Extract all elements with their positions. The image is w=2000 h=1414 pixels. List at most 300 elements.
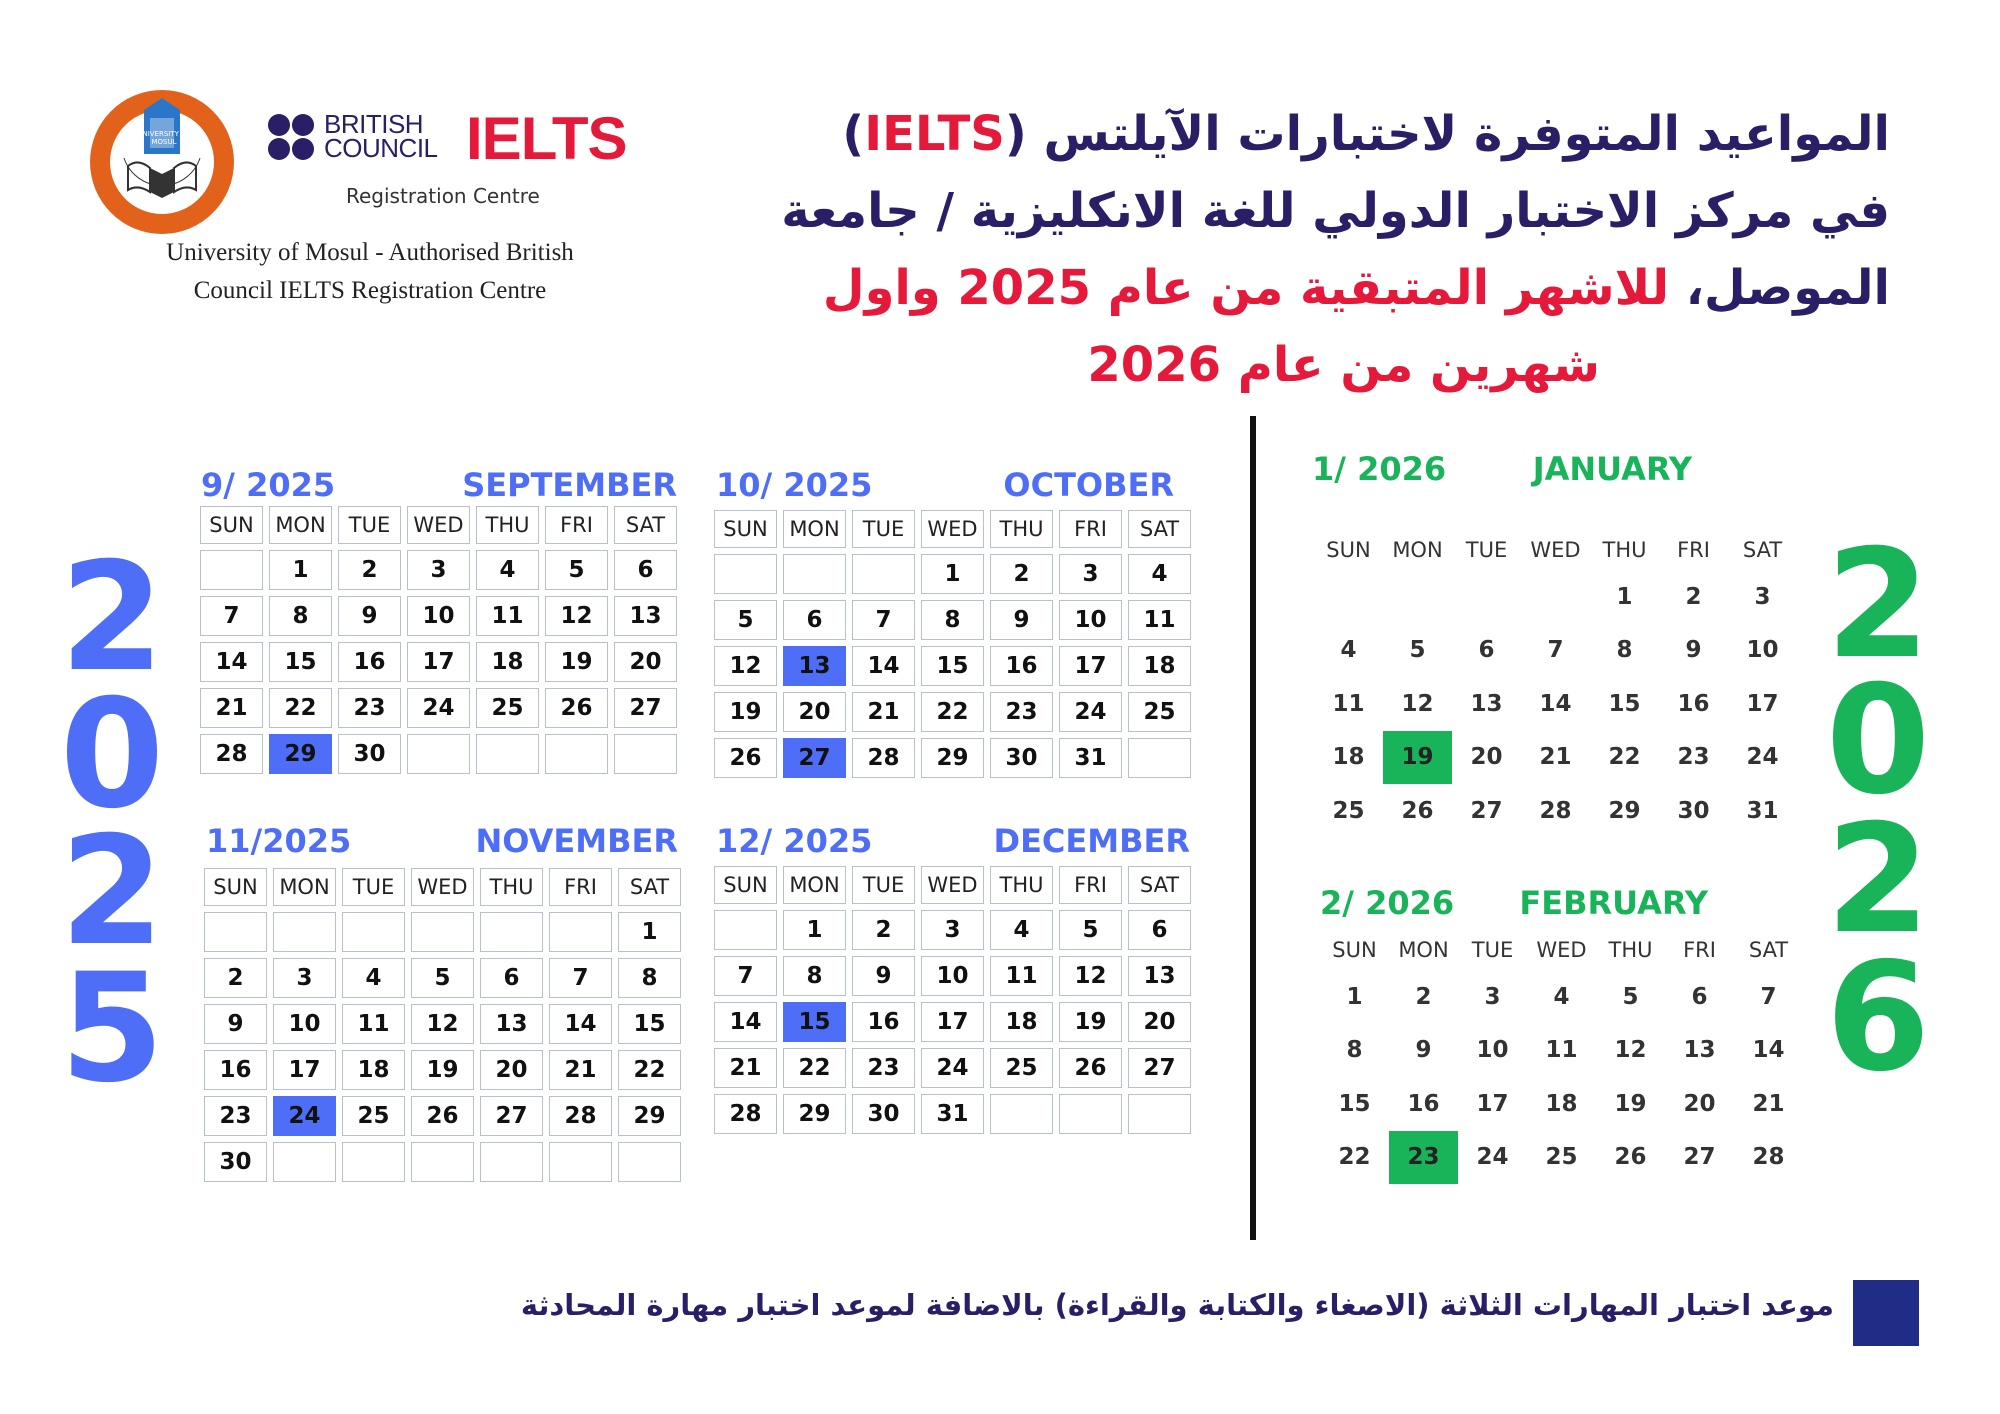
day-cell: 2 — [1685, 583, 1702, 610]
day-cell: 19 — [714, 692, 777, 732]
month-name: OCTOBER — [1003, 466, 1174, 504]
weekday-header: THU — [1602, 538, 1647, 562]
year-2025-digit-2: 0 — [59, 668, 165, 842]
day-cell: 10 — [407, 596, 470, 636]
day-cell: 16 — [204, 1050, 267, 1090]
day-cell: 19 — [1059, 1002, 1122, 1042]
day-cell: 12 — [545, 596, 608, 636]
day-cell: 20 — [480, 1050, 543, 1090]
day-cell: 27 — [1128, 1048, 1191, 1088]
year-2025-digit-1: 2 — [59, 531, 165, 705]
seal-text: UNIVERSITY OF MOSUL — [137, 130, 191, 146]
empty-day-cell — [1059, 1094, 1122, 1134]
day-cell: 7 — [1760, 983, 1777, 1010]
day-cell: 4 — [476, 550, 539, 590]
day-cell: 23 — [1677, 744, 1710, 771]
day-cell: 27 — [1470, 797, 1503, 824]
day-cell: 3 — [1059, 554, 1122, 594]
day-cell: 21 — [1752, 1090, 1785, 1117]
day-cell: 15 — [269, 642, 332, 682]
day-cell: 20 — [783, 692, 846, 732]
weekday-header: THU — [990, 510, 1053, 548]
day-cell: 5 — [714, 600, 777, 640]
weekday-header: WED — [1536, 938, 1587, 962]
month-header-february — [1320, 884, 1708, 924]
weekday-header: SAT — [1748, 938, 1789, 962]
day-cell: 5 — [411, 958, 474, 998]
bc-line-2: COUNCIL — [324, 133, 438, 163]
day-cell: 14 — [852, 646, 915, 686]
month-number: 1/ 2026 — [1312, 450, 1447, 488]
day-cell: 23 — [338, 688, 401, 728]
day-cell: 11 — [476, 596, 539, 636]
day-cell: 6 — [1478, 637, 1495, 664]
university-seal-logo — [88, 88, 236, 236]
day-cell: 24 — [921, 1048, 984, 1088]
weekday-header: THU — [480, 868, 543, 906]
day-cell: 18 — [1128, 646, 1191, 686]
day-cell: 2 — [204, 958, 267, 998]
day-cell: 4 — [1128, 554, 1191, 594]
day-cell: 24 — [1746, 744, 1779, 771]
weekday-header: THU — [476, 506, 539, 544]
day-cell: 27 — [480, 1096, 543, 1136]
empty-day-cell — [1128, 1094, 1191, 1134]
day-cell: 9 — [338, 596, 401, 636]
exam-date-cell: 19 — [1383, 731, 1452, 785]
month-name: FEBRUARY — [1519, 884, 1708, 922]
day-cell: 24 — [1476, 1144, 1509, 1171]
weekday-header: WED — [411, 868, 474, 906]
day-cell: 10 — [1059, 600, 1122, 640]
day-cell: 1 — [1346, 983, 1363, 1010]
day-cell: 26 — [1614, 1144, 1647, 1171]
day-cell: 11 — [990, 956, 1053, 996]
day-cell: 8 — [1346, 1037, 1363, 1064]
weekday-header: TUE — [852, 510, 915, 548]
day-cell: 17 — [273, 1050, 336, 1090]
weekday-header: MON — [1398, 938, 1449, 962]
day-cell: 29 — [1608, 797, 1641, 824]
day-cell: 11 — [342, 1004, 405, 1044]
day-cell: 22 — [618, 1050, 681, 1090]
month-number: 2/ 2026 — [1320, 884, 1455, 922]
day-cell: 6 — [614, 550, 677, 590]
day-cell: 22 — [783, 1048, 846, 1088]
day-cell: 9 — [1685, 637, 1702, 664]
day-cell: 30 — [1677, 797, 1710, 824]
day-cell: 3 — [921, 910, 984, 950]
weekday-header: THU — [1608, 938, 1653, 962]
day-cell: 20 — [1683, 1090, 1716, 1117]
day-cell: 6 — [1128, 910, 1191, 950]
weekday-header: SUN — [200, 506, 263, 544]
day-cell: 28 — [200, 734, 263, 774]
empty-day-cell — [1314, 570, 1383, 624]
day-cell: 1 — [618, 912, 681, 952]
day-cell: 30 — [338, 734, 401, 774]
weekday-header: MON — [269, 506, 332, 544]
day-cell: 17 — [1059, 646, 1122, 686]
empty-day-cell — [990, 1094, 1053, 1134]
empty-day-cell — [273, 912, 336, 952]
day-cell: 14 — [200, 642, 263, 682]
day-cell: 7 — [200, 596, 263, 636]
day-cell: 22 — [1338, 1144, 1371, 1171]
weekday-header: MON — [783, 510, 846, 548]
empty-day-cell — [618, 1142, 681, 1182]
day-cell: 4 — [1340, 637, 1357, 664]
exam-date-cell: 24 — [273, 1096, 336, 1136]
day-cell: 8 — [921, 600, 984, 640]
empty-day-cell — [714, 910, 777, 950]
empty-day-cell — [1383, 570, 1452, 624]
day-cell: 14 — [714, 1002, 777, 1042]
day-cell: 16 — [990, 646, 1053, 686]
day-cell: 24 — [1059, 692, 1122, 732]
day-cell: 25 — [990, 1048, 1053, 1088]
weekday-header: FRI — [1059, 866, 1122, 904]
day-cell: 21 — [714, 1048, 777, 1088]
day-cell: 7 — [1547, 637, 1564, 664]
day-cell: 23 — [852, 1048, 915, 1088]
day-cell: 24 — [407, 688, 470, 728]
day-cell: 13 — [1128, 956, 1191, 996]
weekday-header: SUN — [204, 868, 267, 906]
weekday-header: FRI — [1677, 538, 1710, 562]
weekday-header: FRI — [549, 868, 612, 906]
page-title — [700, 96, 1890, 404]
empty-day-cell — [545, 734, 608, 774]
day-cell: 19 — [1614, 1090, 1647, 1117]
day-cell: 11 — [1128, 600, 1191, 640]
day-cell: 14 — [1539, 690, 1572, 717]
weekday-header: WED — [921, 866, 984, 904]
day-cell: 23 — [990, 692, 1053, 732]
day-cell: 2 — [1415, 983, 1432, 1010]
day-cell: 26 — [545, 688, 608, 728]
day-cell: 30 — [204, 1142, 267, 1182]
month-name: SEPTEMBER — [462, 466, 677, 504]
day-cell: 2 — [990, 554, 1053, 594]
empty-day-cell — [407, 734, 470, 774]
day-cell: 16 — [852, 1002, 915, 1042]
british-council-wordmark — [324, 109, 438, 163]
weekday-header: THU — [990, 866, 1053, 904]
year-2026-digit-2: 0 — [1825, 654, 1931, 828]
day-cell: 26 — [1059, 1048, 1122, 1088]
day-cell: 17 — [407, 642, 470, 682]
day-cell: 6 — [783, 600, 846, 640]
day-cell: 29 — [921, 738, 984, 778]
day-cell: 5 — [1622, 983, 1639, 1010]
day-cell: 28 — [549, 1096, 612, 1136]
year-2026-digit-4: 6 — [1825, 931, 1931, 1105]
day-cell: 3 — [1484, 983, 1501, 1010]
day-cell: 3 — [1754, 583, 1771, 610]
month-number: 11/2025 — [206, 822, 352, 860]
weekday-header: WED — [407, 506, 470, 544]
day-cell: 9 — [1415, 1037, 1432, 1064]
day-cell: 29 — [618, 1096, 681, 1136]
day-cell: 7 — [714, 956, 777, 996]
legend-text: موعد اختبار المهارات الثلاثة (الاصغاء والكتابة والقراءة) بالاضافة لموعد اختبار مهارة المحادثة — [520, 1288, 1834, 1322]
day-cell: 6 — [480, 958, 543, 998]
day-cell: 30 — [990, 738, 1053, 778]
day-cell: 22 — [921, 692, 984, 732]
day-cell: 27 — [614, 688, 677, 728]
day-cell: 28 — [1752, 1144, 1785, 1171]
weekday-header: SUN — [714, 510, 777, 548]
empty-day-cell — [614, 734, 677, 774]
empty-day-cell — [714, 554, 777, 594]
calendar-december-2025 — [714, 866, 1191, 1134]
day-cell: 18 — [990, 1002, 1053, 1042]
day-cell: 2 — [338, 550, 401, 590]
day-cell: 7 — [852, 600, 915, 640]
day-cell: 12 — [1614, 1037, 1647, 1064]
day-cell: 1 — [921, 554, 984, 594]
empty-day-cell — [476, 734, 539, 774]
day-cell: 11 — [1332, 690, 1365, 717]
day-cell: 10 — [1476, 1037, 1509, 1064]
empty-day-cell — [852, 554, 915, 594]
day-cell: 31 — [921, 1094, 984, 1134]
day-cell: 21 — [1539, 744, 1572, 771]
caption-line-2: Council IELTS Registration Centre — [193, 277, 547, 304]
day-cell: 20 — [614, 642, 677, 682]
day-cell: 22 — [1608, 744, 1641, 771]
registration-centre-label: Registration Centre — [346, 184, 540, 208]
calendar-january-2026 — [1314, 530, 1797, 838]
day-cell: 21 — [852, 692, 915, 732]
day-cell: 9 — [204, 1004, 267, 1044]
day-cell: 11 — [1545, 1037, 1578, 1064]
day-cell: 28 — [714, 1094, 777, 1134]
day-cell: 15 — [1338, 1090, 1371, 1117]
bc-line-1: BRITISH — [324, 109, 424, 139]
empty-day-cell — [1128, 738, 1191, 778]
day-cell: 22 — [269, 688, 332, 728]
day-cell: 12 — [411, 1004, 474, 1044]
month-name: NOVEMBER — [475, 822, 678, 860]
weekday-header: SAT — [618, 868, 681, 906]
day-cell: 30 — [852, 1094, 915, 1134]
empty-day-cell — [549, 1142, 612, 1182]
day-cell: 18 — [1332, 744, 1365, 771]
day-cell: 3 — [407, 550, 470, 590]
month-header-december — [716, 822, 1190, 862]
day-cell: 1 — [1616, 583, 1633, 610]
day-cell: 21 — [200, 688, 263, 728]
day-cell: 25 — [342, 1096, 405, 1136]
year-2025-digit-3: 2 — [59, 805, 165, 979]
day-cell: 25 — [1545, 1144, 1578, 1171]
day-cell: 18 — [1545, 1090, 1578, 1117]
caption-line-1: University of Mosul - Authorised British — [166, 239, 574, 266]
day-cell: 12 — [1401, 690, 1434, 717]
day-cell: 13 — [1683, 1037, 1716, 1064]
day-cell: 9 — [852, 956, 915, 996]
day-cell: 28 — [852, 738, 915, 778]
month-header-november — [206, 822, 678, 862]
day-cell: 27 — [1683, 1144, 1716, 1171]
day-cell: 14 — [1752, 1037, 1785, 1064]
empty-day-cell — [549, 912, 612, 952]
title-line-2: في مركز الاختبار الدولي للغة الانكليزية / جامعة — [781, 183, 1890, 239]
title-line-4: شهرين من عام 2026 — [1087, 337, 1600, 393]
ielts-logo: IELTS — [466, 105, 627, 172]
day-cell: 17 — [1476, 1090, 1509, 1117]
year-2026-digit-3: 2 — [1825, 793, 1931, 967]
day-cell: 31 — [1746, 797, 1779, 824]
day-cell: 1 — [783, 910, 846, 950]
empty-day-cell — [1452, 570, 1521, 624]
month-header-january — [1312, 450, 1692, 490]
weekday-header: TUE — [852, 866, 915, 904]
empty-day-cell — [480, 912, 543, 952]
month-name: DECEMBER — [993, 822, 1190, 860]
day-cell: 23 — [204, 1096, 267, 1136]
year-2025-digit-4: 5 — [59, 942, 165, 1116]
day-cell: 9 — [990, 600, 1053, 640]
month-number: 12/ 2025 — [716, 822, 873, 860]
day-cell: 17 — [921, 1002, 984, 1042]
day-cell: 10 — [273, 1004, 336, 1044]
month-number: 9/ 2025 — [201, 466, 336, 504]
title-line-3 — [700, 250, 1890, 327]
day-cell: 18 — [476, 642, 539, 682]
exam-date-cell: 29 — [269, 734, 332, 774]
weekday-header: SUN — [714, 866, 777, 904]
day-cell: 16 — [1407, 1090, 1440, 1117]
day-cell: 18 — [342, 1050, 405, 1090]
day-cell: 13 — [614, 596, 677, 636]
day-cell: 31 — [1059, 738, 1122, 778]
day-cell: 10 — [921, 956, 984, 996]
day-cell: 14 — [549, 1004, 612, 1044]
day-cell: 15 — [1608, 690, 1641, 717]
calendar-september-2025 — [200, 506, 677, 774]
day-cell: 17 — [1746, 690, 1779, 717]
exam-date-cell: 23 — [1389, 1131, 1458, 1185]
month-header-october — [716, 466, 1174, 506]
weekday-header: SAT — [1128, 866, 1191, 904]
exam-date-cell: 27 — [783, 738, 846, 778]
day-cell: 1 — [269, 550, 332, 590]
weekday-header: SAT — [1128, 510, 1191, 548]
weekday-header: TUE — [1465, 538, 1508, 562]
month-number: 10/ 2025 — [716, 466, 873, 504]
weekday-header: MON — [1392, 538, 1443, 562]
empty-day-cell — [1521, 570, 1590, 624]
empty-day-cell — [783, 554, 846, 594]
weekday-header: TUE — [1471, 938, 1514, 962]
day-cell: 16 — [1677, 690, 1710, 717]
legend-color-swatch — [1853, 1280, 1919, 1346]
title-line-1-c: ) — [842, 106, 865, 162]
day-cell: 4 — [1553, 983, 1570, 1010]
day-cell: 15 — [921, 646, 984, 686]
day-cell: 8 — [783, 956, 846, 996]
empty-day-cell — [342, 1142, 405, 1182]
empty-day-cell — [204, 912, 267, 952]
month-header-september — [201, 466, 677, 506]
empty-day-cell — [342, 912, 405, 952]
empty-day-cell — [480, 1142, 543, 1182]
day-cell: 7 — [549, 958, 612, 998]
day-cell: 20 — [1128, 1002, 1191, 1042]
weekday-header: TUE — [342, 868, 405, 906]
weekday-header: SAT — [614, 506, 677, 544]
weekday-header: TUE — [338, 506, 401, 544]
weekday-header: FRI — [545, 506, 608, 544]
calendar-october-2025 — [714, 510, 1191, 778]
day-cell: 28 — [1539, 797, 1572, 824]
day-cell: 26 — [1401, 797, 1434, 824]
day-cell: 6 — [1691, 983, 1708, 1010]
british-council-logo — [268, 109, 448, 164]
day-cell: 13 — [1470, 690, 1503, 717]
empty-day-cell — [200, 550, 263, 590]
day-cell: 12 — [714, 646, 777, 686]
weekday-header: SUN — [1326, 538, 1371, 562]
month-name: JANUARY — [1532, 450, 1692, 488]
day-cell: 4 — [342, 958, 405, 998]
calendar-february-2026 — [1320, 930, 1803, 1184]
day-cell: 26 — [714, 738, 777, 778]
day-cell: 25 — [1128, 692, 1191, 732]
day-cell: 15 — [618, 1004, 681, 1044]
weekday-header: SAT — [1742, 538, 1783, 562]
calendar-november-2025 — [204, 868, 681, 1182]
day-cell: 4 — [990, 910, 1053, 950]
weekday-header: WED — [1530, 538, 1581, 562]
british-council-dots-icon — [268, 114, 316, 162]
day-cell: 16 — [338, 642, 401, 682]
day-cell: 8 — [618, 958, 681, 998]
exam-date-cell: 13 — [783, 646, 846, 686]
day-cell: 25 — [476, 688, 539, 728]
day-cell: 29 — [783, 1094, 846, 1134]
year-2026-digit-1: 2 — [1825, 518, 1931, 692]
title-line-1-a: المواعيد المتوفرة لاختبارات الآيلتس ( — [1004, 106, 1890, 162]
day-cell: 25 — [1332, 797, 1365, 824]
empty-day-cell — [273, 1142, 336, 1182]
exam-date-cell: 15 — [783, 1002, 846, 1042]
weekday-header: MON — [273, 868, 336, 906]
weekday-header: MON — [783, 866, 846, 904]
title-ielts: IELTS — [864, 106, 1005, 162]
day-cell: 8 — [1616, 637, 1633, 664]
university-caption — [110, 234, 630, 310]
day-cell: 3 — [273, 958, 336, 998]
empty-day-cell — [411, 1142, 474, 1182]
day-cell: 13 — [480, 1004, 543, 1044]
weekday-header: SUN — [1332, 938, 1377, 962]
day-cell: 26 — [411, 1096, 474, 1136]
title-line-3-b: للاشهر المتبقية من عام 2025 واول — [822, 260, 1686, 316]
day-cell: 12 — [1059, 956, 1122, 996]
title-line-3-a: الموصل، — [1685, 260, 1890, 316]
day-cell: 10 — [1746, 637, 1779, 664]
weekday-header: FRI — [1683, 938, 1716, 962]
day-cell: 19 — [411, 1050, 474, 1090]
empty-day-cell — [411, 912, 474, 952]
day-cell: 5 — [1409, 637, 1426, 664]
day-cell: 20 — [1470, 744, 1503, 771]
day-cell: 8 — [269, 596, 332, 636]
